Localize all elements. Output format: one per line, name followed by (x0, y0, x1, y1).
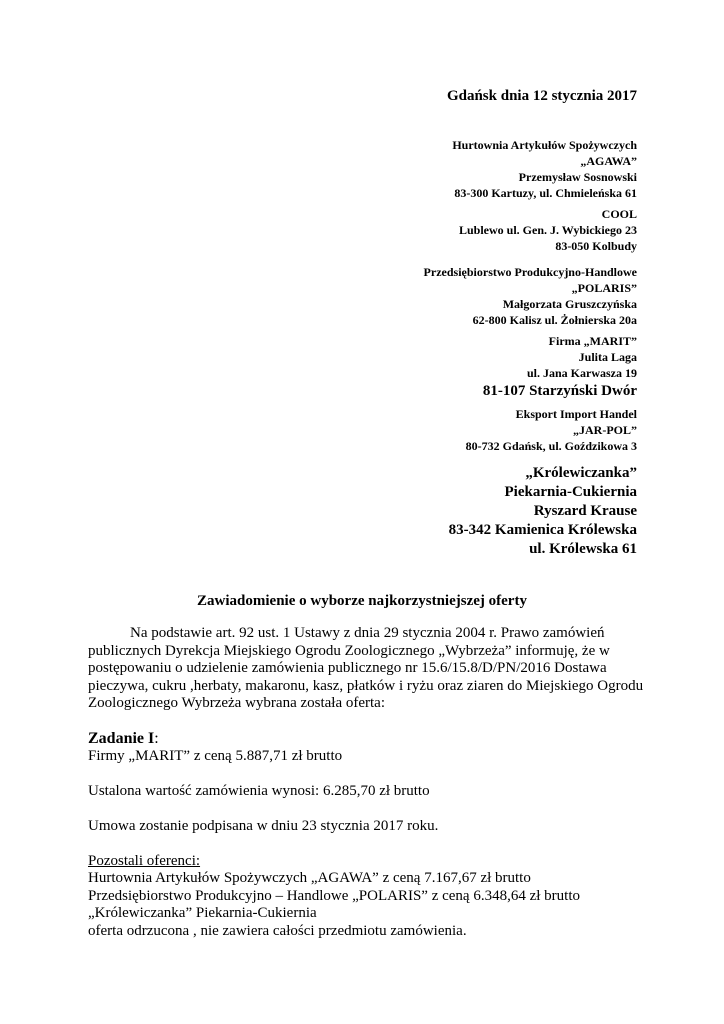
address-line: Przemysław Sosnowski (518, 170, 637, 184)
address-line: 81-107 Starzyński Dwór (482, 383, 637, 399)
task-heading-colon: : (154, 730, 159, 747)
other-bidder-line: Hurtownia Artykułów Spożywczych „AGAWA” z ceną 7.167,67 zł brutto (88, 870, 531, 886)
recipient-jarpol (466, 406, 637, 454)
address-line: „POLARIS” (571, 281, 637, 295)
document-body (88, 625, 648, 940)
estimated-value-line: Ustalona wartość zamówienia wynosi: 6.285,70 zł brutto (88, 782, 430, 799)
other-bidder-line: „Królewiczanka” Piekarnia-Cukiernia (88, 905, 317, 921)
address-line: 83-300 Kartuzy, ul. Chmieleńska 61 (454, 186, 637, 200)
address-line: Przedsiębiorstwo Produkcyjno-Handlowe (423, 265, 637, 279)
other-bidder-line: Przedsiębiorstwo Produkcyjno – Handlowe „POLARIS” z ceną 6.348,64 zł brutto (88, 887, 580, 904)
recipient-agawa (452, 137, 637, 201)
task-heading: Zadanie I (88, 730, 155, 747)
document-title: Zawiadomienie o wyborze najkorzystniejszej oferty (197, 593, 527, 609)
address-line: 83-342 Kamienica Królewska (448, 522, 637, 538)
address-line: Piekarnia-Cukiernia (504, 484, 637, 500)
address-line: Julita Laga (578, 350, 637, 364)
address-line: Firma „MARIT” (548, 334, 637, 348)
winner-line: Firmy „MARIT” z ceną 5.887,71 zł brutto (88, 747, 343, 764)
address-line: „JAR-POL” (573, 423, 637, 437)
address-line: 83-050 Kolbudy (555, 239, 637, 253)
address-line: Ryszard Krause (533, 503, 637, 519)
address-line: 62-800 Kalisz ul. Żołnierska 20a (472, 313, 637, 327)
intro-paragraph: Na podstawie art. 92 ust. 1 Ustawy z dnia 29 stycznia 2004 r. Prawo zamówień publicznych Dyrekcja Miejskiego Ogrodu Zoologicznego „Wybrzeża” informuję, że w postępowaniu o udzielenie zamówienia publicznego nr 15.6/15.8/D/PN/2016 Dostawa pieczywa, cukru ,herbaty, makaronu, kasz, płatków i ryżu oraz ziaren do Miejskiego Ogrodu Zoologicznego Wybrzeża wybrana została oferta: (88, 625, 644, 711)
address-line: ul. Królewska 61 (529, 541, 637, 557)
contract-line: Umowa zostanie podpisana w dniu 23 stycznia 2017 roku. (88, 817, 439, 834)
address-line: Eksport Import Handel (515, 407, 637, 421)
address-line: „Królewiczanka” (525, 465, 637, 481)
address-line: „AGAWA” (580, 154, 637, 168)
recipient-polaris (424, 264, 637, 328)
address-line: ul. Jana Karwasza 19 (526, 366, 637, 380)
other-bidder-line: oferta odrzucona , nie zawiera całości przedmiotu zamówienia. (88, 922, 467, 939)
address-line: COOL (601, 207, 637, 221)
recipient-krolewiczanka (449, 464, 637, 559)
address-line: Hurtownia Artykułów Spożywczych (452, 138, 637, 152)
others-heading: Pozostali oferenci: (88, 852, 201, 869)
task-heading-line (88, 730, 648, 748)
address-line: Lublewo ul. Gen. J. Wybickiego 23 (458, 223, 637, 237)
address-line: Małgorzata Gruszczyńska (502, 297, 637, 311)
recipient-cool (459, 206, 637, 254)
address-line: 80-732 Gdańsk, ul. Goździkowa 3 (465, 439, 637, 453)
letter-date: Gdańsk dnia 12 stycznia 2017 (446, 88, 637, 104)
recipient-marit (483, 333, 637, 401)
